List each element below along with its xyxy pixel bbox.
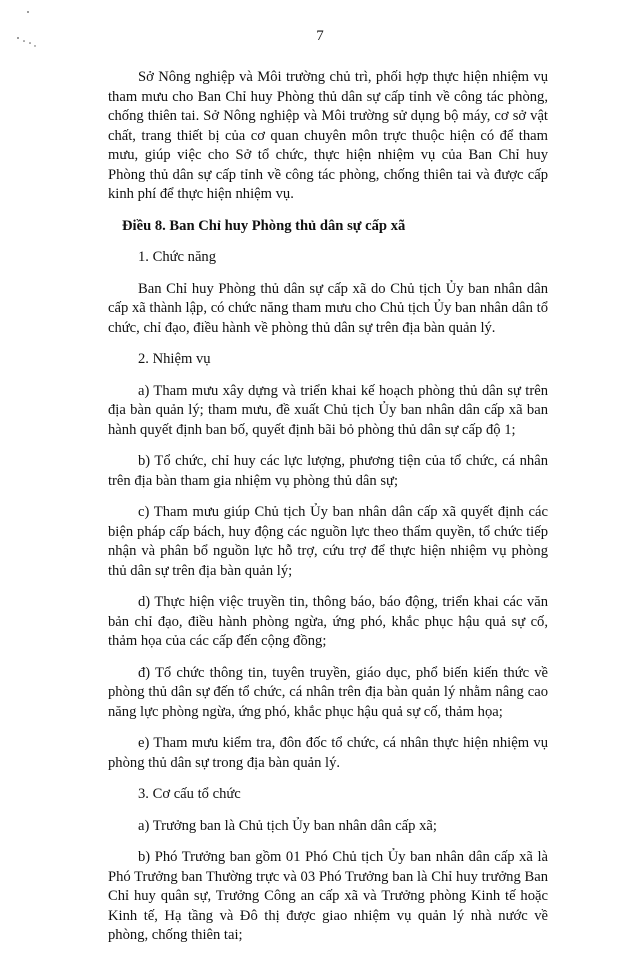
article-heading: Điều 8. Ban Chỉ huy Phòng thủ dân sự cấp xã <box>122 217 406 234</box>
duty-item-e: e) Tham mưu kiểm tra, đôn đốc tổ chức, cá nhân thực hiện nhiệm vụ phòng thủ dân sự trong địa bàn quản lý. <box>108 735 548 771</box>
duty-item-d: d) Thực hiện việc truyền tin, thông báo, báo động, triển khai các văn bản chỉ đạo, điều hành phòng ngừa, ứng phó, khắc phục hậu quả sự cố, thảm họa của các cấp đến cộng đồng; <box>108 594 548 649</box>
section-heading-function: 1. Chức năng <box>138 249 217 265</box>
paragraph-intro: Sở Nông nghiệp và Môi trường chủ trì, phối hợp thực hiện nhiệm vụ tham mưu cho Ban Chỉ huy Phòng thủ dân sự cấp tỉnh về công tác phòng, chống thiên tai. Sở Nông nghiệp và Môi trường sử dụng bộ máy, cơ sở vật chất, trang thiết bị của cơ quan chuyên môn trực thuộc hiện có để tham mưu, giúp việc cho Sở tổ chức, thực hiện nhiệm vụ của Ban Chỉ huy Phòng thủ dân sự cấp tỉnh về công tác phòng, chống thiên tai và được cấp kinh phí để thực hiện nhiệm vụ. <box>108 69 548 202</box>
duty-item-b: b) Tổ chức, chỉ huy các lực lượng, phương tiện của tổ chức, cá nhân trên địa bàn tham gia nhiệm vụ phòng thủ dân sự; <box>108 453 548 489</box>
section-heading-duties: 2. Nhiệm vụ <box>138 351 211 367</box>
duty-item-a: a) Tham mưu xây dựng và triển khai kế hoạch phòng thủ dân sự trên địa bàn quản lý; tham mưu, đề xuất Chủ tịch Ủy ban nhân dân cấp xã ban hành quyết định ban bố, quyết định bãi bỏ phòng thủ dân sự cấp độ 1; <box>108 382 548 438</box>
duty-item-c: c) Tham mưu giúp Chủ tịch Ủy ban nhân dân cấp xã quyết định các biện pháp cấp bách, huy động các nguồn lực theo thẩm quyền, tổ chức tiếp nhận và phân bổ nguồn lực hỗ trợ, cứu trợ để thực hiện nhiệm vụ phòng thủ dân sự trên địa bàn quản lý; <box>108 504 548 579</box>
section-heading-structure: 3. Cơ cấu tổ chức <box>138 786 241 802</box>
document-body <box>108 68 548 954</box>
paragraph-function: Ban Chỉ huy Phòng thủ dân sự cấp xã do Chủ tịch Ủy ban nhân dân cấp xã thành lập, có chức năng tham mưu cho Chủ tịch Ủy ban nhân dân tổ chức, chỉ đạo, điều hành về phòng thủ dân sự trên địa bàn quản lý. <box>108 280 548 336</box>
structure-item-b: b) Phó Trưởng ban gồm 01 Phó Chủ tịch Ủy ban nhân dân cấp xã là Phó Trưởng ban Thường trực và 03 Phó Trưởng ban là Chỉ huy trưởng Ban Chỉ huy quân sự, Trưởng Công an cấp xã và Trưởng phòng Kinh tế hoặc Kinh tế, Hạ tầng và Đô thị được giao nhiệm vụ quản lý nhà nước về phòng, chống thiên tai; <box>108 849 548 943</box>
structure-item-a: a) Trưởng ban là Chủ tịch Ủy ban nhân dân cấp xã; <box>138 817 437 834</box>
page-number: 7 <box>316 28 324 44</box>
duty-item-dd: đ) Tổ chức thông tin, tuyên truyền, giáo dục, phổ biến kiến thức về phòng thủ dân sự đến tổ chức, cá nhân trên địa bàn quản lý nhằm nâng cao năng lực phòng ngừa, ứng phó, khắc phục hậu quả sự cố, thảm họa; <box>108 664 548 720</box>
